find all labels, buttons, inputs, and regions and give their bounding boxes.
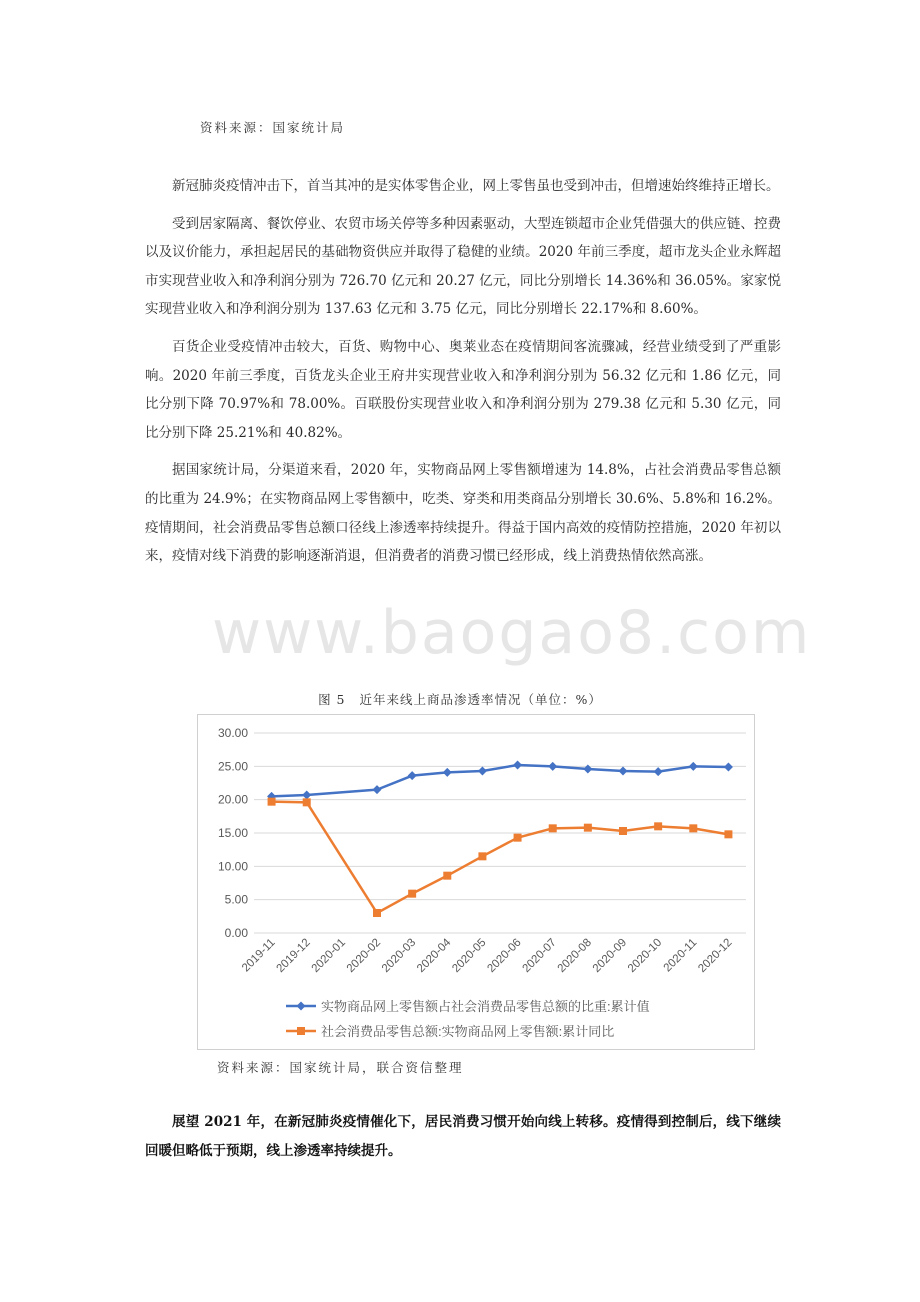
y-tick-label: 25.00 [217, 759, 248, 774]
y-tick-label: 15.00 [217, 826, 248, 840]
legend-marker-1 [297, 1002, 306, 1011]
source-note-bottom: 资料来源：国家统计局，联合资信整理 [217, 1060, 464, 1075]
series-1-point [302, 791, 311, 800]
x-tick-label: 2019-12 [274, 936, 313, 975]
article-body [145, 172, 781, 571]
paragraph-3: 百货企业受疫情冲击较大，百货、购物中心、奥莱业态在疫情期间客流骤减，经营业绩受到了严重影响。2020 年前三季度，百货龙头企业王府井实现营业收入和净利润分别为 56.32 亿元和 1.86 亿元，同比分别下降 70.97%和 78.00%。百联股份实现营业收入和净利润分别为 279.38 亿元和 5.30 亿元，同比分别下降 25.21%和 40.82%。 [145, 338, 781, 441]
series-2-point [549, 824, 557, 832]
x-tick-label: 2020-10 [625, 936, 665, 975]
figure-title: 近年来线上商品渗透率情况（单位：%） [359, 692, 602, 707]
x-tick-label: 2019-11 [239, 936, 278, 975]
series-2-point [514, 834, 522, 842]
series-2-point [724, 830, 732, 838]
series-1-point [548, 762, 557, 771]
source-note-top: 资料来源：国家统计局 [200, 120, 346, 135]
series-2-point [689, 824, 697, 832]
x-tick-label: 2020-01 [309, 936, 348, 975]
x-tick-label: 2020-05 [450, 936, 489, 975]
y-tick-label: 10.00 [217, 859, 248, 874]
paragraph-4: 据国家统计局，分渠道来看，2020 年，实物商品网上零售额增速为 14.8%，占社会消费品零售总额的比重为 24.9%；在实物商品网上零售额中，吃类、穿类和用类商品分别增长 30.6%、5.8%和 16.2%。疫情期间，社会消费品零售总额口径线上渗透率持续提升。得益于国内高效的疫情防控措施，2020 年初以来，疫情对线下消费的影响逐渐消退，但消费者的消费习惯已经形成，线上消费热情依然高涨。 [145, 462, 781, 565]
series-1-point [654, 767, 663, 776]
y-tick-label: 20.00 [217, 792, 248, 807]
x-tick-label: 2020-02 [344, 936, 384, 975]
figure-number: 图 5 [318, 692, 346, 707]
series-2-point [373, 909, 381, 917]
chart-frame [197, 714, 755, 1050]
series-2-point [443, 872, 451, 880]
y-tick-label: 5.00 [224, 892, 248, 907]
legend-label-1: 实物商品网上零售额占社会消费品零售总额的比重:累计值 [321, 999, 650, 1014]
series-1-point [373, 785, 382, 794]
series-2-point [654, 822, 662, 830]
paragraph-2: 受到居家隔离、餐饮停业、农贸市场关停等多种因素驱动，大型连锁超市企业凭借强大的供应链、控费以及议价能力，承担起居民的基础物资供应并取得了稳健的业绩。2020 年前三季度，超市龙头企业永辉超市实现营业收入和净利润分别为 726.70 亿元和 20.27 亿元，同比分别增长 14.36%和 36.05%。家家悦实现营业收入和净利润分别为 137.63 亿元和 3.75 亿元，同比分别增长 22.17%和 8.60%。 [145, 215, 781, 318]
series-1-point [478, 767, 487, 776]
series-2-point [619, 827, 627, 835]
x-tick-label: 2020-09 [590, 936, 630, 975]
series-2-point [303, 798, 311, 806]
y-tick-label: 0.00 [224, 926, 248, 940]
series-1-point [724, 763, 733, 772]
series-1-point [513, 761, 522, 770]
series-1-point [619, 767, 628, 776]
x-tick-label: 2020-04 [415, 936, 454, 975]
penetration-line-chart [198, 715, 754, 1049]
watermark: www.baogao8.com [212, 598, 812, 668]
series-line-2 [272, 802, 729, 913]
x-tick-label: 2020-08 [555, 936, 594, 975]
paragraph-1: 新冠肺炎疫情冲击下，首当其冲的是实体零售企业，网上零售虽也受到冲击，但增速始终维持正增长。 [172, 178, 780, 194]
figure-caption [0, 690, 920, 708]
series-2-point [268, 798, 276, 806]
legend-label-2: 社会消费品零售总额:实物商品网上零售额:累计同比 [321, 1024, 615, 1039]
series-1-point [443, 768, 452, 777]
x-tick-label: 2020-07 [520, 936, 559, 975]
x-tick-label: 2020-06 [485, 936, 524, 975]
series-2-point [584, 824, 592, 832]
series-1-point [408, 771, 417, 780]
series-2-point [478, 852, 486, 860]
closing-paragraph [145, 1108, 781, 1165]
series-2-point [408, 890, 416, 898]
x-tick-label: 2020-11 [661, 936, 700, 975]
x-tick-label: 2020-03 [379, 936, 419, 975]
closing-text: 展望 2021 年，在新冠肺炎疫情催化下，居民消费习惯开始向线上转移。疫情得到控制后，线下继续回暖但略低于预期，线上渗透率持续提升。 [145, 1114, 781, 1159]
y-tick-label: 30.00 [217, 726, 248, 740]
x-tick-label: 2020-12 [696, 936, 735, 975]
legend-marker-2 [297, 1027, 305, 1035]
series-1-point [689, 762, 698, 771]
